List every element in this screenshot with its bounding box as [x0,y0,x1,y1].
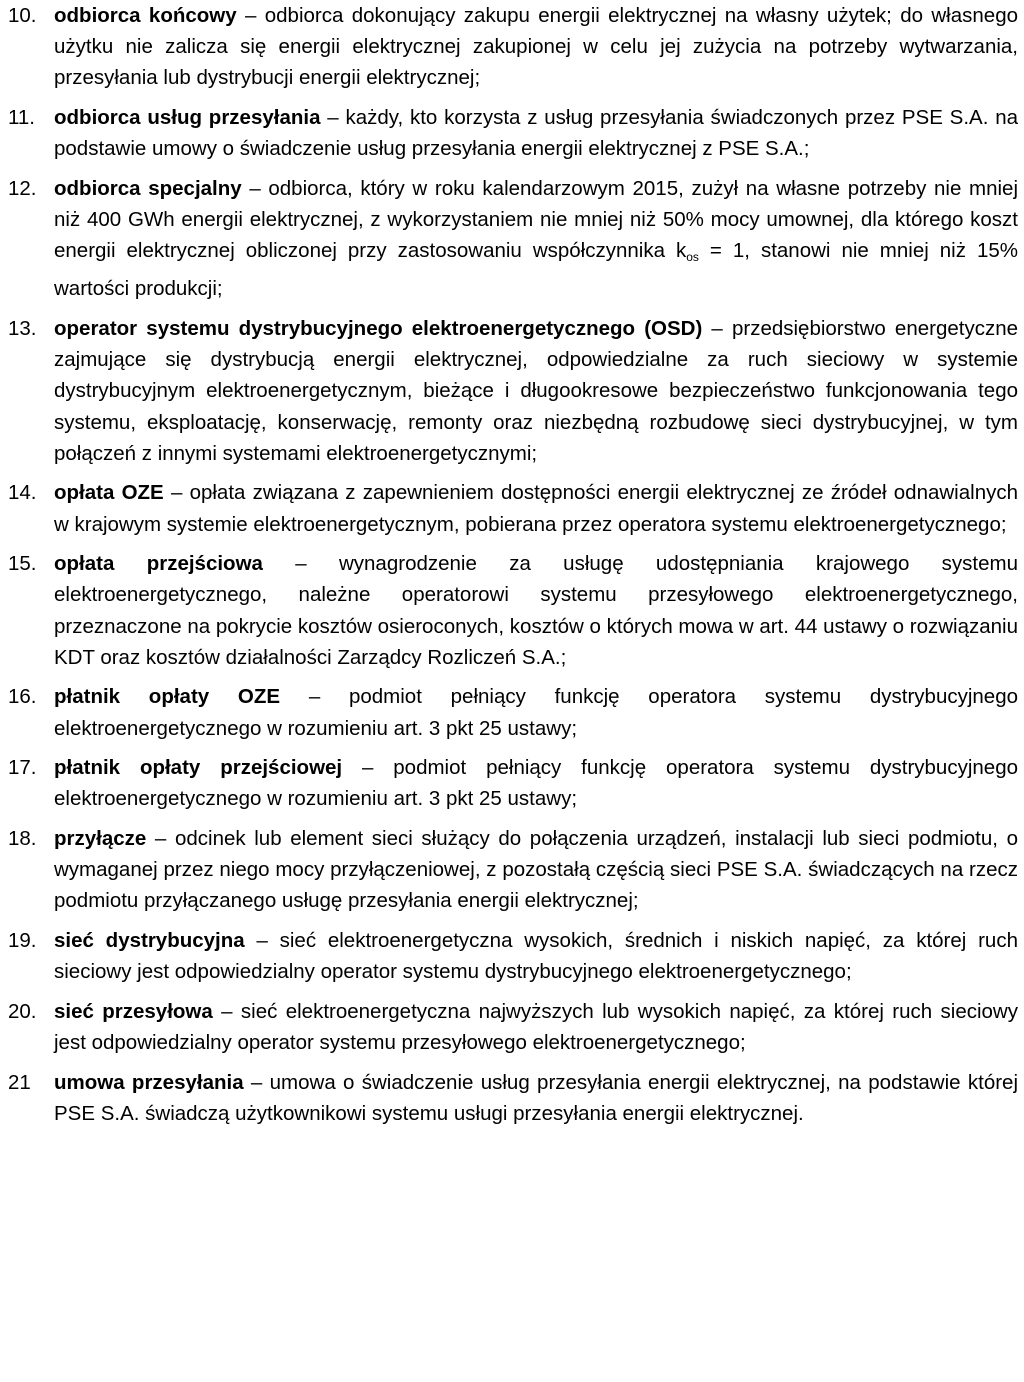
item-number: 15. [8,552,37,576]
definition-item [0,548,1018,673]
definition-item [0,925,1018,987]
definition-text: – każdy, kto korzysta z usług przesyłania świadczonych przez PSE S.A. na podstawie umowy o świadczenie usług przesyłania energii elektrycznej z PSE S.A.; [54,106,1018,161]
item-number: 17. [8,756,37,780]
item-number: 13. [8,317,37,340]
defined-term: opłata przejściowa [54,552,263,576]
defined-term: odbiorca końcowy [54,4,237,27]
definition-text: – odbiorca, który w roku kalendarzowym 2015, zużył na własne potrzeby nie mniej niż 400 GWh energii elektrycznej, z wykorzystaniem nie mniej niż 50% mocy umownej, dla którego koszt energii elektrycznej obliczonej przy zastosowaniu współczynnika k [54,176,1018,263]
definition-text: – sieć elektroenergetyczna wysokich, średnich i niskich napięć, za której ruch sieciowy jest odpowiedzialny operator systemu dystrybucyjnego elektroenergetycznego; [54,929,1018,984]
defined-term: opłata OZE [54,481,164,505]
definition-text: – wynagrodzenie za usługę udostępniania krajowego systemu elektroenergetycznego, należne operatorowi systemu przesyłowego elektroenergetycznego, przeznaczone na pokrycie kosztów osieroconych, kosztów o których mowa w art. 44 ustawy o rozwiązaniu KDT oraz kosztów działalności Zarządcy Rozliczeń S.A.; [54,552,1019,669]
definition-item [0,313,1018,469]
definition-text: – podmiot pełniący funkcję operatora systemu dystrybucyjnego elektroenergetycznego w rozumieniu art. 3 pkt 25 ustawy; [54,685,1019,740]
item-number: 21 [8,1070,31,1094]
definition-text: – przedsiębiorstwo energetyczne zajmujące się dystrybucją energii elektrycznej, odpowiedzialne za ruch sieciowy w systemie dystrybucyjnym elektroenergetycznym, bieżące i długookresowe bezpieczeństwo funkcjonowania tego systemu, eksploatację, konserwację, remonty oraz niezbędną rozbudowę sieci dystrybucyjnej, w tym połączeń z innymi systemami elektroenergetycznymi; [54,317,1019,465]
item-number: 14. [8,481,37,505]
definition-text: – umowa o świadczenie usług przesyłania energii elektrycznej, na podstawie której PSE S.A. świadczą użytkownikowi systemu usługi przesyłania energii elektrycznej. [54,1070,1019,1125]
subscript: os [686,250,699,265]
defined-term: sieć dystrybucyjna [54,929,245,952]
definition-item [0,102,1018,164]
definition-item [0,823,1018,917]
defined-term: płatnik opłaty OZE [54,685,281,709]
definition-text-continued: = 1, stanowi nie mniej niż 15% wartości produkcji; [54,239,1018,301]
definition-item [0,173,1018,305]
definition-item [0,1067,1018,1129]
item-number: 18. [8,827,37,850]
definition-text: – sieć elektroenergetyczna najwyższych lub wysokich napięć, za której ruch sieciowy jest odpowiedzialny operator systemu przesyłowego elektroenergetycznego; [54,999,1018,1054]
defined-term: sieć przesyłowa [54,999,213,1023]
item-number: 12. [8,176,37,200]
defined-term: odbiorca usług przesyłania [54,106,321,129]
definition-text: – odcinek lub element sieci służący do połączenia urządzeń, instalacji lub sieci podmiotu, o wymaganej przez niego mocy przyłączeniowej, z pozostałą częścią sieci PSE S.A. świadczących na rzecz podmiotu przyłączanego usługę przesyłania energii elektrycznej; [54,827,1018,913]
defined-term: przyłącze [54,827,147,850]
defined-term: płatnik opłaty przejściowej [54,756,343,780]
definition-text: – odbiorca dokonujący zakupu energii elektrycznej na własny użytek; do własnego użytku nie zalicza się energii elektrycznej zakupionej w celu jej zużycia na potrzeby wytwarzania, przesyłania lub dystrybucji energii elektrycznej; [54,4,1018,90]
definition-item [0,681,1018,743]
definition-text: – opłata związana z zapewnieniem dostępności energii elektrycznej ze źródeł odnawialnych w krajowym systemie elektroenergetycznym, pobierana przez operatora systemu elektroenergetycznego; [54,481,1018,536]
defined-term: operator systemu dystrybucyjnego elektroenergetycznego (OSD) [54,317,703,340]
definition-text: – podmiot pełniący funkcję operatora systemu dystrybucyjnego elektroenergetycznego w rozumieniu art. 3 pkt 25 ustawy; [54,756,1018,811]
item-number: 19. [8,929,37,952]
defined-term: umowa przesyłania [54,1070,244,1094]
definition-item [0,996,1018,1058]
defined-term: odbiorca specjalny [54,176,242,200]
item-number: 11. [8,106,35,129]
item-number: 16. [8,685,37,709]
definition-item [0,477,1018,539]
definition-item [0,752,1018,814]
definition-item [0,0,1018,94]
item-number: 10. [8,4,37,27]
item-number: 20. [8,999,37,1023]
